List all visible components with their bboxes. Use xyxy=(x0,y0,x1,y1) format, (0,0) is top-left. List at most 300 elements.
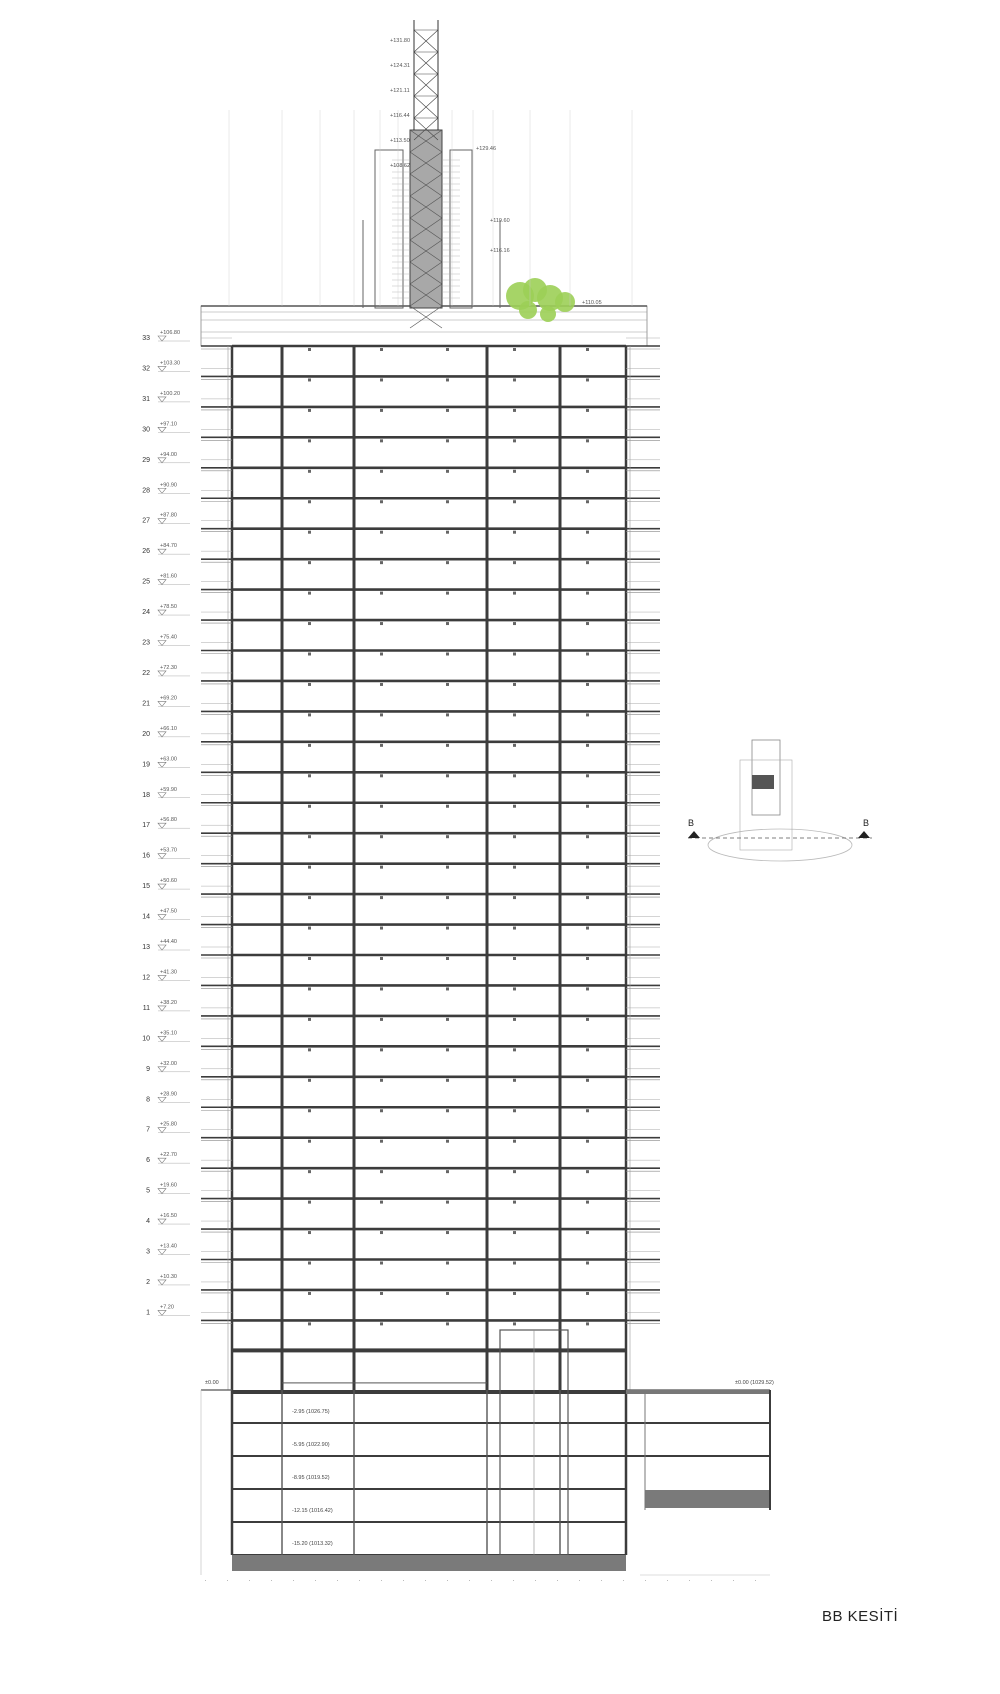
side-elevation: +116.16 xyxy=(490,248,510,254)
floor-elevation: +44.40 xyxy=(160,939,177,945)
beam-mark xyxy=(513,500,516,503)
soil-dot xyxy=(491,1580,492,1581)
basement-elevation: -15.20 (1013.32) xyxy=(292,1541,333,1547)
soil-dot xyxy=(623,1580,624,1581)
floor-number: 14 xyxy=(142,913,150,921)
floor-number: 20 xyxy=(142,730,150,738)
beam-mark xyxy=(586,348,589,351)
beam-mark xyxy=(380,744,383,747)
beam-mark xyxy=(586,896,589,899)
floor-elevation: +16.50 xyxy=(160,1213,177,1220)
mast-elevation: +131.80 xyxy=(390,38,411,44)
floor-number: 27 xyxy=(142,517,150,525)
floor-number: 6 xyxy=(146,1157,150,1165)
ground-elevation-right: ±0.00 (1029.52) xyxy=(735,1380,774,1386)
soil-dot xyxy=(271,1580,272,1581)
soil-dot xyxy=(205,1580,206,1581)
beam-mark xyxy=(446,1170,449,1173)
floor-number: 28 xyxy=(142,487,150,495)
elevation-marker xyxy=(158,945,166,950)
soil-dot xyxy=(293,1580,294,1581)
soil-dot xyxy=(645,1580,646,1581)
beam-mark xyxy=(380,1322,383,1325)
beam-mark xyxy=(308,500,311,503)
elevation-marker xyxy=(158,519,166,524)
beam-mark xyxy=(513,439,516,442)
beam-mark xyxy=(586,1140,589,1143)
beam-mark xyxy=(308,1231,311,1234)
beam-mark xyxy=(513,348,516,351)
beam-mark xyxy=(380,653,383,656)
elevation-marker xyxy=(158,762,166,767)
soil-dot xyxy=(711,1580,712,1581)
core-mast-body xyxy=(410,130,442,308)
floor-number: 16 xyxy=(142,852,150,860)
soil-dot xyxy=(359,1580,360,1581)
beam-mark xyxy=(308,1140,311,1143)
beam-mark xyxy=(586,1201,589,1204)
beam-mark xyxy=(446,835,449,838)
beam-mark xyxy=(308,1292,311,1295)
beam-mark xyxy=(513,1262,516,1265)
elevation-marker xyxy=(158,732,166,737)
beam-mark xyxy=(446,1322,449,1325)
elevation-marker xyxy=(158,580,166,585)
soil-dot xyxy=(535,1580,536,1581)
elevation-marker xyxy=(158,884,166,889)
elevation-marker xyxy=(158,1250,166,1255)
beam-mark xyxy=(380,470,383,473)
basement-elevation: -2.95 (1026.75) xyxy=(292,1409,330,1415)
sheet-title: BB KESİTİ xyxy=(822,1608,899,1625)
floor-elevation: +87.80 xyxy=(160,512,177,519)
floor-elevation: +38.20 xyxy=(160,999,177,1006)
floor-number: 7 xyxy=(146,1126,150,1134)
beam-mark xyxy=(308,378,311,381)
beam-mark xyxy=(380,378,383,381)
beam-mark xyxy=(446,805,449,808)
mast-elevation: +124.31 xyxy=(390,63,411,69)
floor-elevation: +94.00 xyxy=(160,451,177,458)
keyplan-tower xyxy=(740,760,792,850)
beam-mark xyxy=(513,1048,516,1051)
beam-mark xyxy=(380,713,383,716)
soil-dot xyxy=(249,1580,250,1581)
beam-mark xyxy=(380,1170,383,1173)
floor-elevation: +103.30 xyxy=(160,360,181,367)
elevation-marker xyxy=(158,549,166,554)
beam-mark xyxy=(586,1018,589,1021)
beam-mark xyxy=(308,348,311,351)
beam-mark xyxy=(380,1048,383,1051)
soil-dot xyxy=(227,1580,228,1581)
floor-number: 23 xyxy=(142,639,150,647)
floor-number: 25 xyxy=(142,578,150,586)
beam-mark xyxy=(586,1292,589,1295)
beam-mark xyxy=(513,957,516,960)
floor-elevation: +22.70 xyxy=(160,1152,177,1159)
beam-mark xyxy=(308,1048,311,1051)
beam-mark xyxy=(513,1231,516,1234)
beam-mark xyxy=(380,927,383,930)
tree-canopy xyxy=(519,301,537,319)
ground-floor-slab xyxy=(232,1390,626,1394)
beam-mark xyxy=(513,774,516,777)
beam-mark xyxy=(513,531,516,534)
floor-elevation: +100.20 xyxy=(160,390,181,397)
floor-elevation: +84.70 xyxy=(160,543,177,550)
basement-elevation: -5.95 (1022.90) xyxy=(292,1442,330,1448)
beam-mark xyxy=(446,866,449,869)
basement-elevation: -12.15 (1016.42) xyxy=(292,1508,333,1514)
elevation-marker xyxy=(158,397,166,402)
elevation-marker xyxy=(158,427,166,432)
keyplan-outline xyxy=(708,829,852,861)
beam-mark xyxy=(513,805,516,808)
elevation-marker xyxy=(158,366,166,371)
beam-mark xyxy=(308,1201,311,1204)
key-plan xyxy=(688,740,872,861)
beam-mark xyxy=(513,927,516,930)
beam-mark xyxy=(586,409,589,412)
beam-mark xyxy=(446,957,449,960)
beam-mark xyxy=(586,835,589,838)
elevation-marker xyxy=(158,1097,166,1102)
soil-dot xyxy=(337,1580,338,1581)
beam-mark xyxy=(586,1322,589,1325)
beam-mark xyxy=(513,1140,516,1143)
beam-mark xyxy=(380,1109,383,1112)
beam-mark xyxy=(513,409,516,412)
beam-mark xyxy=(380,805,383,808)
beam-mark xyxy=(308,622,311,625)
elevation-marker xyxy=(158,1280,166,1285)
beam-mark xyxy=(380,1140,383,1143)
beam-mark xyxy=(308,713,311,716)
side-elevation: +119.60 xyxy=(490,218,510,224)
floor-number: 3 xyxy=(146,1248,150,1256)
beam-mark xyxy=(308,866,311,869)
keyplan-detail xyxy=(752,775,774,789)
floor-number: 24 xyxy=(142,609,150,617)
beam-mark xyxy=(586,683,589,686)
beam-mark xyxy=(380,866,383,869)
beam-mark xyxy=(380,439,383,442)
floor-elevation: +90.90 xyxy=(160,482,177,489)
beam-mark xyxy=(446,1140,449,1143)
floor-elevation: +72.30 xyxy=(160,664,177,671)
beam-mark xyxy=(513,1170,516,1173)
beam-mark xyxy=(513,378,516,381)
beam-mark xyxy=(513,713,516,716)
beam-mark xyxy=(380,500,383,503)
foundation-raft xyxy=(232,1555,626,1571)
floor-number: 10 xyxy=(142,1035,150,1043)
beam-mark xyxy=(380,683,383,686)
floor-elevation: +69.20 xyxy=(160,695,177,702)
beam-mark xyxy=(446,348,449,351)
roof-frame-left xyxy=(375,150,403,308)
beam-mark xyxy=(308,1170,311,1173)
floor-elevation: +19.60 xyxy=(160,1182,177,1189)
beam-mark xyxy=(446,774,449,777)
floor-number: 18 xyxy=(142,791,150,799)
beam-mark xyxy=(586,592,589,595)
beam-mark xyxy=(586,1262,589,1265)
beam-mark xyxy=(308,409,311,412)
floor-number: 32 xyxy=(142,365,150,373)
floor-number: 22 xyxy=(142,669,150,677)
beam-mark xyxy=(586,378,589,381)
beam-mark xyxy=(446,987,449,990)
elevation-marker xyxy=(158,671,166,676)
floor-number: 17 xyxy=(142,822,150,830)
cut-mark-right: B xyxy=(862,818,870,828)
elevation-marker xyxy=(158,336,166,341)
floor-number: 30 xyxy=(142,426,150,434)
floor-number: 33 xyxy=(142,335,150,342)
beam-mark xyxy=(586,470,589,473)
tree-canopy xyxy=(540,306,556,322)
soil-dot xyxy=(579,1580,580,1581)
ground-elevation-left: ±0.00 xyxy=(205,1380,219,1386)
beam-mark xyxy=(513,987,516,990)
soil-dot xyxy=(381,1580,382,1581)
floor-elevation: +53.70 xyxy=(160,847,177,854)
beam-mark xyxy=(380,896,383,899)
beam-mark xyxy=(446,1231,449,1234)
beam-mark xyxy=(513,561,516,564)
beam-mark xyxy=(380,1079,383,1082)
elevation-marker xyxy=(158,488,166,493)
floor-elevation: +13.40 xyxy=(160,1243,177,1250)
rooftop-tree xyxy=(506,278,575,322)
floor-number: 5 xyxy=(146,1187,150,1195)
floor-elevation: +50.60 xyxy=(160,878,177,885)
beam-mark xyxy=(586,927,589,930)
tree-canopy xyxy=(555,292,575,312)
roof-elevation: +110.05 xyxy=(582,300,602,306)
soil-dot xyxy=(689,1580,690,1581)
elevation-marker xyxy=(158,854,166,859)
elevation-marker xyxy=(158,1067,166,1072)
beam-mark xyxy=(513,470,516,473)
mast-elevation: +121.11 xyxy=(390,88,410,94)
soil-dot xyxy=(447,1580,448,1581)
beam-mark xyxy=(586,500,589,503)
beam-mark xyxy=(446,470,449,473)
beam-mark xyxy=(446,1048,449,1051)
floor-elevation: +32.00 xyxy=(160,1060,177,1067)
beam-mark xyxy=(308,470,311,473)
soil-dot xyxy=(403,1580,404,1581)
floor-number: 2 xyxy=(146,1278,150,1286)
beam-mark xyxy=(586,653,589,656)
beam-mark xyxy=(586,1079,589,1082)
elevation-marker xyxy=(158,1219,166,1224)
floor-elevation: +41.30 xyxy=(160,969,177,976)
beam-mark xyxy=(308,896,311,899)
beam-mark xyxy=(380,774,383,777)
floor-number: 15 xyxy=(142,883,150,891)
cut-arrow-right xyxy=(858,831,870,838)
floor-elevation: +106.80 xyxy=(160,330,181,336)
beam-mark xyxy=(446,1079,449,1082)
mezzanine xyxy=(282,1382,487,1383)
beam-mark xyxy=(513,653,516,656)
beam-mark xyxy=(380,531,383,534)
beam-mark xyxy=(308,531,311,534)
beam-mark xyxy=(586,774,589,777)
elevation-marker xyxy=(158,823,166,828)
elevation-marker xyxy=(158,641,166,646)
beam-mark xyxy=(380,561,383,564)
soil-dot xyxy=(733,1580,734,1581)
beam-mark xyxy=(308,653,311,656)
beam-mark xyxy=(446,1262,449,1265)
beam-mark xyxy=(513,683,516,686)
floor-elevation: +66.10 xyxy=(160,725,177,732)
floor-elevation: +35.10 xyxy=(160,1030,177,1037)
beam-mark xyxy=(586,531,589,534)
floor-number: 21 xyxy=(142,700,150,708)
soil-dot xyxy=(755,1580,756,1581)
beam-mark xyxy=(380,1262,383,1265)
beam-mark xyxy=(513,1322,516,1325)
beam-mark xyxy=(446,713,449,716)
floor-number: 13 xyxy=(142,944,150,951)
beam-mark xyxy=(446,592,449,595)
floor-elevation: +7.20 xyxy=(160,1304,174,1311)
beam-mark xyxy=(586,957,589,960)
soil-dot xyxy=(667,1580,668,1581)
roof-frame-right xyxy=(450,150,472,308)
floor-number: 31 xyxy=(142,395,150,403)
floor-number: 1 xyxy=(146,1309,150,1317)
beam-mark xyxy=(586,439,589,442)
beam-mark xyxy=(586,744,589,747)
beam-mark xyxy=(586,1231,589,1234)
floor-number: 8 xyxy=(146,1096,150,1104)
beam-mark xyxy=(446,1292,449,1295)
elevation-marker xyxy=(158,1006,166,1011)
beam-mark xyxy=(446,1018,449,1021)
beam-mark xyxy=(308,774,311,777)
cut-arrow-left xyxy=(688,831,700,838)
beam-mark xyxy=(513,622,516,625)
beam-mark xyxy=(380,1292,383,1295)
beam-mark xyxy=(586,622,589,625)
beam-mark xyxy=(586,866,589,869)
beam-mark xyxy=(446,1201,449,1204)
elevation-marker xyxy=(158,1128,166,1133)
beam-mark xyxy=(308,1109,311,1112)
beam-mark xyxy=(446,531,449,534)
beam-mark xyxy=(586,561,589,564)
beam-mark xyxy=(446,1109,449,1112)
beam-mark xyxy=(308,1079,311,1082)
elevation-marker xyxy=(158,915,166,920)
elevation-marker xyxy=(158,610,166,615)
roof-right-elevation: +129.46 xyxy=(476,146,497,152)
beam-mark xyxy=(446,378,449,381)
floor-elevation: +81.60 xyxy=(160,573,177,580)
soil-dot xyxy=(425,1580,426,1581)
roof-mast xyxy=(229,20,632,328)
beam-mark xyxy=(586,1109,589,1112)
beam-mark xyxy=(308,683,311,686)
floor-number: 12 xyxy=(142,974,150,982)
beam-mark xyxy=(380,348,383,351)
beam-mark xyxy=(446,439,449,442)
mast-elevation: +116.44 xyxy=(390,113,410,119)
beam-mark xyxy=(308,744,311,747)
retaining-block xyxy=(645,1490,770,1508)
soil-dot xyxy=(601,1580,602,1581)
building-structure xyxy=(201,306,770,1581)
beam-mark xyxy=(308,835,311,838)
elevation-marker xyxy=(158,1036,166,1041)
basement-elevation: -8.95 (1019.52) xyxy=(292,1475,330,1481)
beam-mark xyxy=(446,653,449,656)
beam-mark xyxy=(586,1048,589,1051)
beam-mark xyxy=(308,439,311,442)
floor-elevation: +78.50 xyxy=(160,604,177,611)
beam-mark xyxy=(308,927,311,930)
floor-elevation: +25.80 xyxy=(160,1121,177,1128)
beam-mark xyxy=(586,713,589,716)
mast-elevation: +108.62 xyxy=(390,163,411,169)
floor-number: 26 xyxy=(142,548,150,556)
elevation-marker xyxy=(158,1158,166,1163)
beam-mark xyxy=(380,987,383,990)
soil-dot xyxy=(315,1580,316,1581)
beam-mark xyxy=(446,500,449,503)
beam-mark xyxy=(513,744,516,747)
beam-mark xyxy=(513,1018,516,1021)
mast-elevation: +113.50 xyxy=(390,138,410,144)
beam-mark xyxy=(446,409,449,412)
beam-mark xyxy=(446,561,449,564)
beam-mark xyxy=(513,1109,516,1112)
beam-mark xyxy=(513,866,516,869)
beam-mark xyxy=(586,987,589,990)
beam-mark xyxy=(308,1262,311,1265)
beam-mark xyxy=(308,1322,311,1325)
floor-elevation: +63.00 xyxy=(160,756,177,763)
floor-number: 11 xyxy=(142,1004,150,1012)
beam-mark xyxy=(308,592,311,595)
beam-mark xyxy=(513,896,516,899)
beam-mark xyxy=(446,683,449,686)
beam-mark xyxy=(586,1170,589,1173)
floor-number: 9 xyxy=(146,1065,150,1073)
transfer-slab xyxy=(232,1348,626,1352)
elevation-marker xyxy=(158,975,166,980)
floor-elevation: +28.90 xyxy=(160,1091,177,1098)
beam-mark xyxy=(380,835,383,838)
floor-elevation: +59.90 xyxy=(160,786,177,793)
soil-dot xyxy=(469,1580,470,1581)
soil-dot xyxy=(557,1580,558,1581)
beam-mark xyxy=(586,805,589,808)
floor-elevation: +47.50 xyxy=(160,908,177,915)
beam-mark xyxy=(513,592,516,595)
beam-mark xyxy=(308,805,311,808)
beam-mark xyxy=(380,409,383,412)
beam-mark xyxy=(446,927,449,930)
soil-dot xyxy=(513,1580,514,1581)
